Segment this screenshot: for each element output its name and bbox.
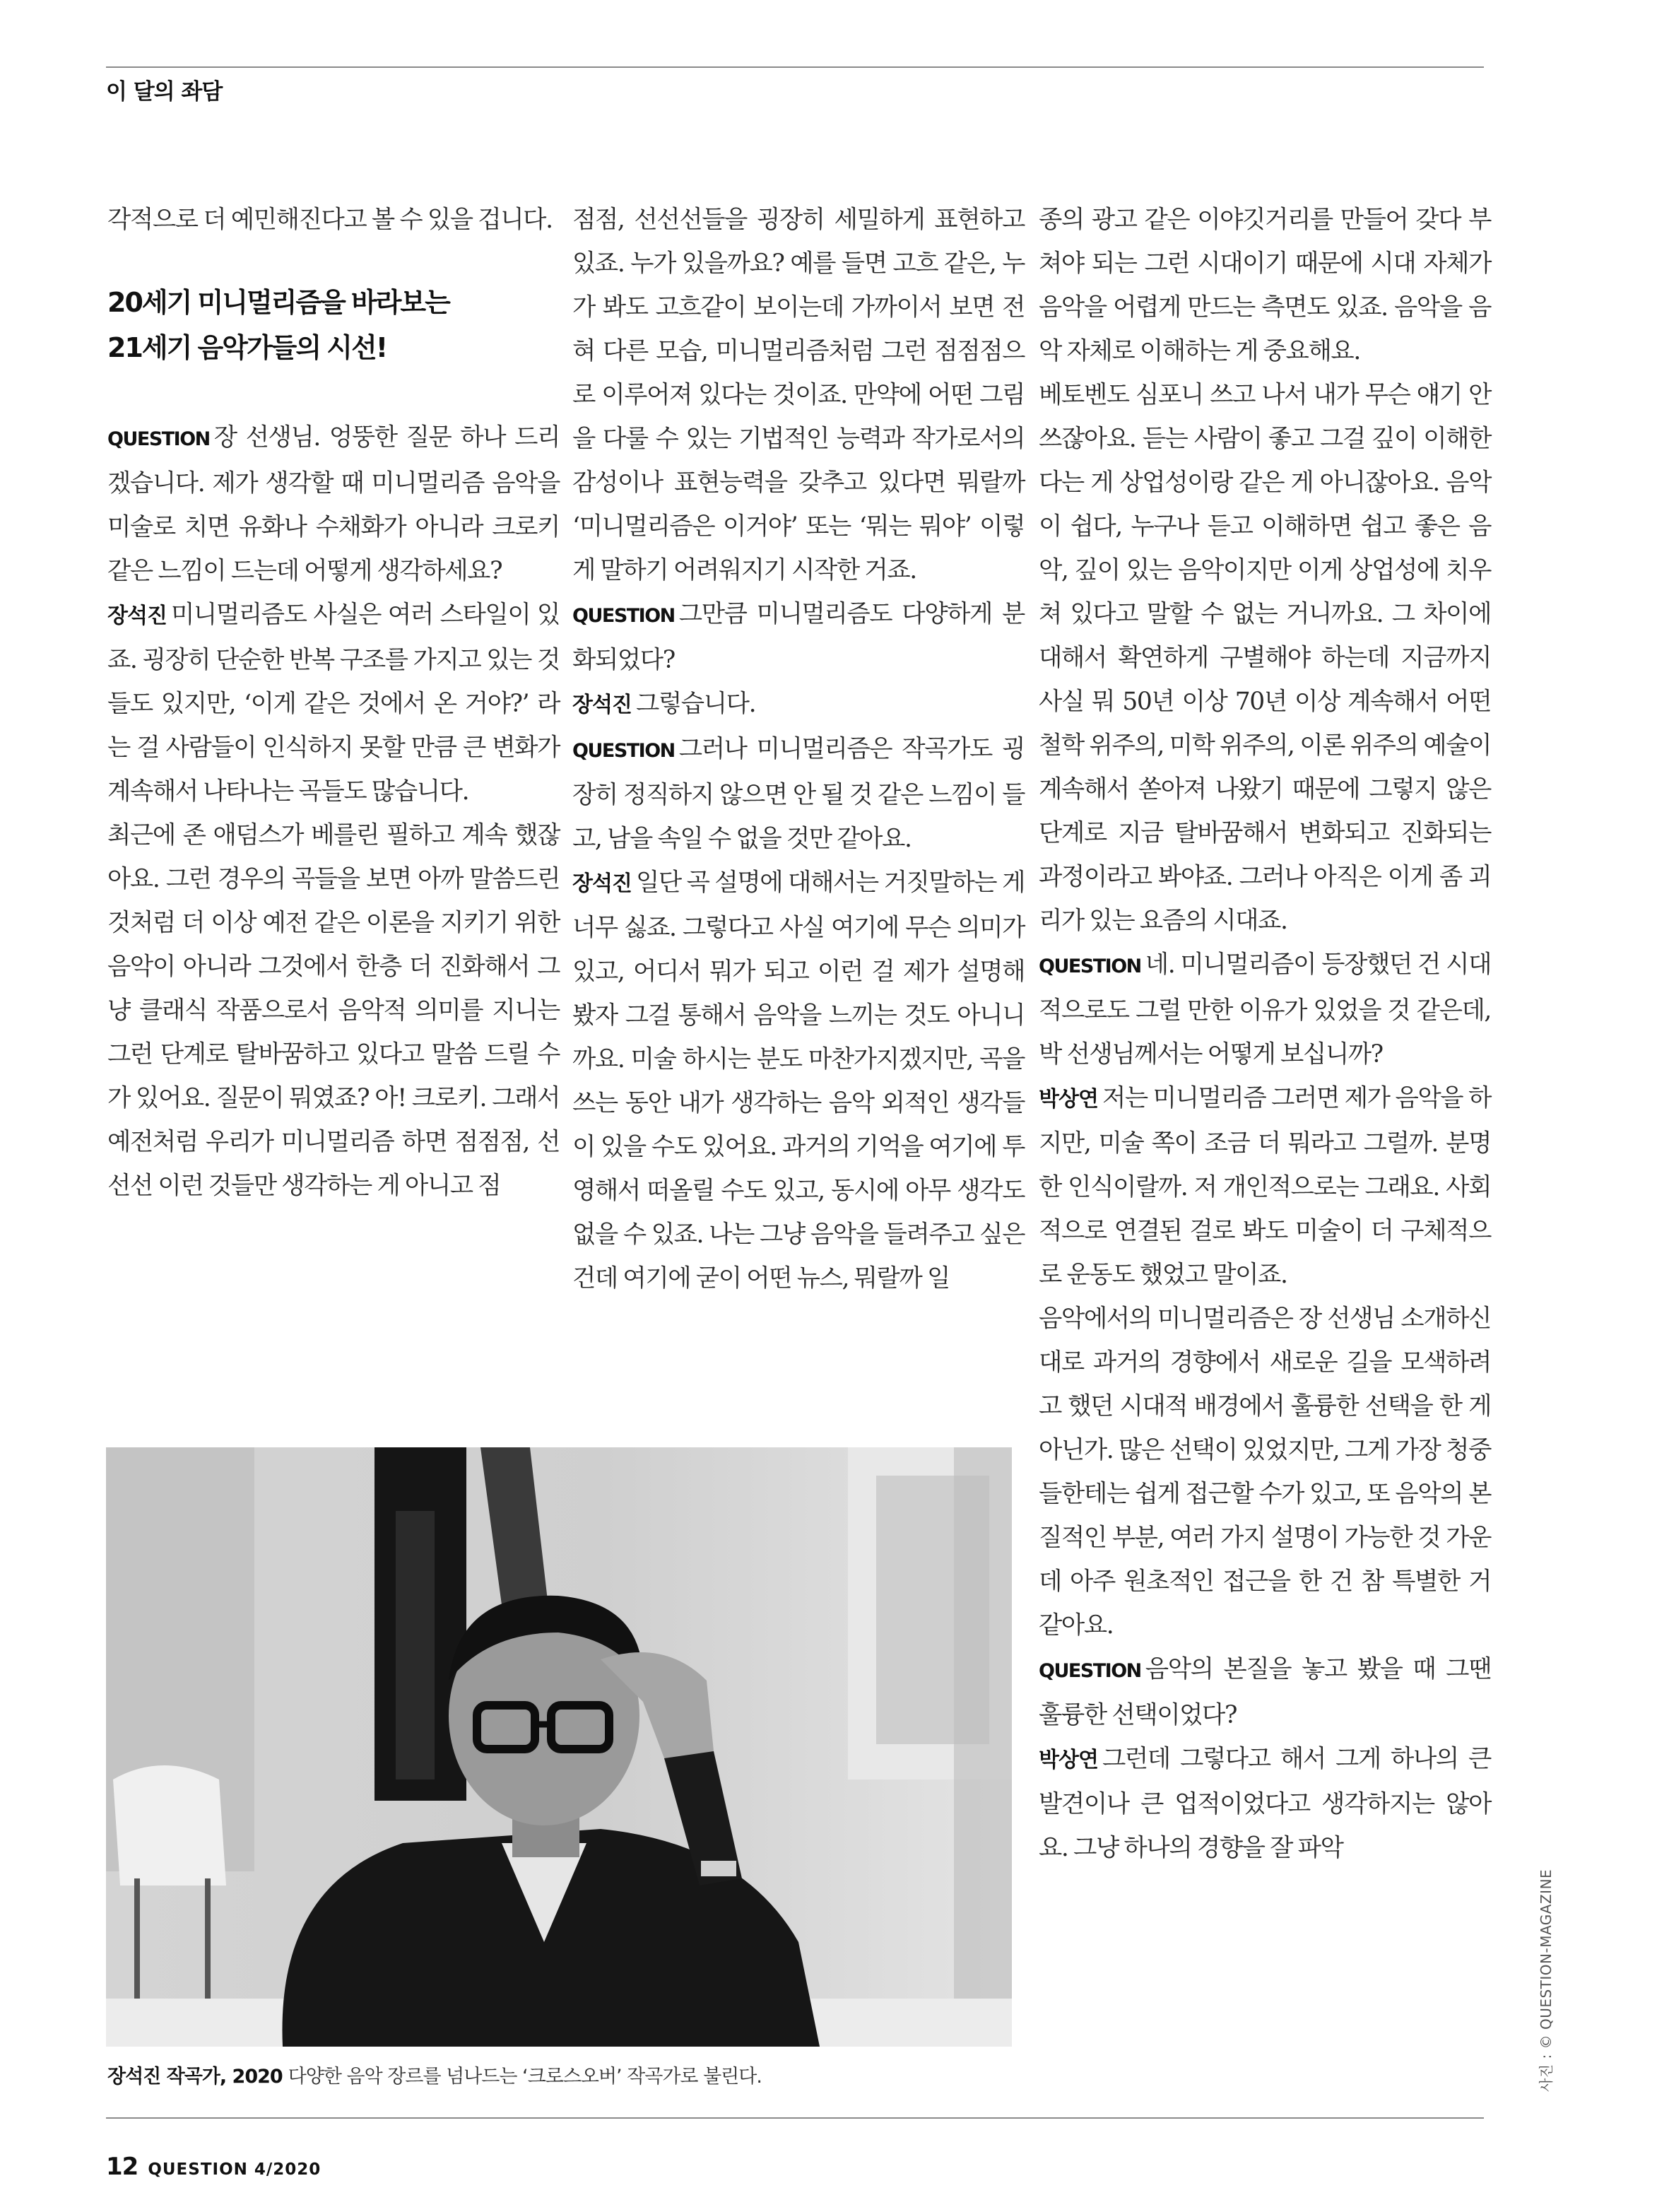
- portrait-illustration: [106, 1447, 1012, 2047]
- answer-text: 일단 곡 설명에 대해서는 거짓말하는 게 너무 싫죠. 그렇다고 사실 여기에 무슨 의미가 있고, 어디서 뭐가 되고 이런 걸 제가 설명해 봤자 그걸 통해서 음악을 느끼는 것도 아니니까요. 미술 하시는 분도 마찬가지겠지만, 곡을 쓰는 동안 내가 생각하는 음악 외적인 생각들이 있을 수도 있어요. 과거의 기억을 여기에 투영해서 떠올릴 수도 있고, 동시에 아무 생각도 없을 수 있죠. 나는 그냥 음악을 들려주고 싶은 건데 여기에 굳이 어떤 뉴스, 뭐랄까 일: [572, 869, 1025, 1293]
- text-column-1: [107, 198, 560, 1208]
- question-label: QUESTION: [572, 605, 675, 627]
- question-paragraph: [572, 727, 1025, 861]
- question-text: 네. 미니멀리즘이 등장했던 건 시대적으로도 그럴 만한 이유가 있었을 것 같은데, 박 선생님께서는 어떻게 보십니까?: [1039, 951, 1491, 1069]
- question-label: QUESTION: [1039, 1660, 1141, 1682]
- speaker-name: 장석진: [107, 604, 167, 628]
- question-text: 장 선생님. 엉뚱한 질문 하나 드리겠습니다. 제가 생각할 때 미니멀리즘 음악을 미술로 치면 유화나 수채화가 아니라 크로키 같은 느낌이 드는데 어떻게 생각하세요?: [107, 423, 560, 585]
- question-text: 음악의 본질을 놓고 봤을 때 그땐 훌륭한 선택이었다?: [1039, 1655, 1491, 1729]
- question-label: QUESTION: [1039, 955, 1141, 977]
- photo-credit: 사진 : © QUESTION-MAGAZINE: [1538, 1869, 1555, 2092]
- question-text: 그러나 미니멀리즘은 작곡가도 굉장히 정직하지 않으면 안 될 것 같은 느낌이 들고, 남을 속일 수 없을 것만 같아요.: [572, 735, 1025, 853]
- subheading-line: 20세기 미니멀리즘을 바라보는: [107, 287, 449, 318]
- speaker-name: 박상연: [1039, 1748, 1098, 1772]
- top-rule: [106, 66, 1484, 68]
- answer-paragraph: [572, 682, 1025, 727]
- paragraph: 음악에서의 미니멀리즘은 장 선생님 소개하신 대로 과거의 경향에서 새로운 길을 모색하려고 했던 시대적 배경에서 훌륭한 선택을 한 게 아닌가. 많은 선택이 있었지만, 그게 가장 청중들한테는 쉽게 접근할 수가 있고, 또 음악의 본질적인 부분, 여러 가지 설명이 가능한 것 가운데 아주 원초적인 접근을 한 건 참 특별한 거 같아요.: [1039, 1305, 1491, 1640]
- answer-paragraph: [572, 861, 1025, 1300]
- question-paragraph: [107, 416, 560, 593]
- question-paragraph: [572, 592, 1025, 682]
- question-label: QUESTION: [572, 740, 675, 762]
- answer-paragraph: [107, 593, 560, 813]
- speaker-name: 장석진: [572, 693, 632, 717]
- question-label: QUESTION: [107, 428, 210, 450]
- paragraph: 최근에 존 애덤스가 베를린 필하고 계속 했잖아요. 그런 경우의 곡들을 보면 아까 말씀드린 것처럼 더 이상 예전 같은 이론을 지키기 위한 음악이 아니라 그것에서 한층 더 진화해서 그냥 클래식 작품으로서 음악적 의미를 지니는 그런 단계로 탈바꿈하고 있다고 말씀 드릴 수가 있어요. 질문이 뭐였죠? 아! 크로키. 그래서 예전처럼 우리가 미니멀리즘 하면 점점점, 선선선 이런 것들만 생각하는 게 아니고 점: [107, 821, 560, 1200]
- paragraph: 종의 광고 같은 이야깃거리를 만들어 갖다 부쳐야 되는 그런 시대이기 때문에 시대 자체가 음악을 어렵게 만드는 측면도 있죠. 음악을 음악 자체로 이해하는 게 중요해요.: [1039, 206, 1491, 365]
- page-footer: [106, 2153, 321, 2181]
- answer-paragraph: [1039, 1737, 1491, 1870]
- magazine-issue: QUESTION 4/2020: [148, 2160, 322, 2179]
- page-number: 12: [106, 2153, 138, 2181]
- paragraph: 점점, 선선선들을 굉장히 세밀하게 표현하고 있죠. 누가 있을까요? 예를 들면 고흐 같은, 누가 봐도 고흐같이 보이는데 가까이서 보면 전혀 다른 모습, 미니멀리즘처럼 그런 점점점으로 이루어져 있다는 것이죠. 만약에 어떤 그림을 다룰 수 있는 기법적인 능력과 작가로서의 감성이나 표현능력을 갖추고 있다면 뭐랄까 ‘미니멀리즘은 이거야’ 또는 ‘뭐는 뭐야’ 이렇게 말하기 어려워지기 시작한 거죠.: [572, 206, 1025, 584]
- portrait-photo: [106, 1447, 1012, 2047]
- text-column-3: [1039, 198, 1491, 1870]
- answer-text: 그렇습니다.: [635, 690, 756, 718]
- subheading-line: 21세기 음악가들의 시선!: [107, 332, 387, 363]
- caption-title: 장석진 작곡가, 2020: [107, 2066, 283, 2088]
- paragraph: 각적으로 더 예민해진다고 볼 수 있을 겁니다.: [107, 206, 553, 234]
- caption-text: 다양한 음악 장르를 넘나드는 ‘크로스오버’ 작곡가로 불린다.: [288, 2066, 762, 2088]
- paragraph: 베토벤도 심포니 쓰고 나서 내가 무슨 얘기 안 쓰잖아요. 듣는 사람이 좋고 그걸 깊이 이해한다는 게 상업성이랑 같은 게 아니잖아요. 음악이 쉽다, 누구나 듣고 이해하면 쉽고 좋은 음악, 깊이 있는 음악이지만 이게 상업성에 치우쳐 있다고 말할 수 없는 거니까요. 그 차이에 대해서 확연하게 구별해야 하는데 지금까지 사실 뭐 50년 이상 70년 이상 계속해서 어떤 철학 위주의, 미학 위주의, 이론 위주의 예술이 계속해서 쏟아져 나왔기 때문에 그렇지 않은 단계로 지금 탈바꿈해서 변화되고 진화되는 과정이라고 봐야죠. 그러나 아직은 이게 좀 괴리가 있는 요즘의 시대죠.: [1039, 381, 1491, 935]
- text-column-2: [572, 198, 1025, 1300]
- subheading: [107, 280, 560, 370]
- section-label: 이 달의 좌담: [106, 79, 223, 105]
- answer-text: 저는 미니멀리즘 그러면 제가 음악을 하지만, 미술 쪽이 조금 더 뭐라고 그럴까. 분명한 인식이랄까. 저 개인적으로는 그래요. 사회적으로 연결된 걸로 봐도 미술이 더 구체적으로 운동도 했었고 말이죠.: [1039, 1084, 1491, 1289]
- question-text: 그만큼 미니멀리즘도 다양하게 분화되었다?: [572, 600, 1025, 674]
- question-paragraph: [1039, 943, 1491, 1076]
- speaker-name: 장석진: [572, 871, 632, 896]
- answer-text: 미니멀리즘도 사실은 여러 스타일이 있죠. 굉장히 단순한 반복 구조를 가지고 있는 것들도 있지만, ‘이게 같은 것에서 온 거야?’ 라는 걸 사람들이 인식하지 못할 만큼 큰 변화가 계속해서 나타나는 곡들도 많습니다.: [107, 601, 560, 806]
- question-paragraph: [1039, 1647, 1491, 1737]
- speaker-name: 박상연: [1039, 1087, 1098, 1112]
- bottom-rule: [106, 2117, 1484, 2119]
- answer-text: 그런데 그렇다고 해서 그게 하나의 큰 발견이나 큰 업적이었다고 생각하지는 않아요. 그냥 하나의 경향을 잘 파악: [1039, 1745, 1491, 1862]
- photo-caption: [107, 2061, 762, 2088]
- answer-paragraph: [1039, 1076, 1491, 1297]
